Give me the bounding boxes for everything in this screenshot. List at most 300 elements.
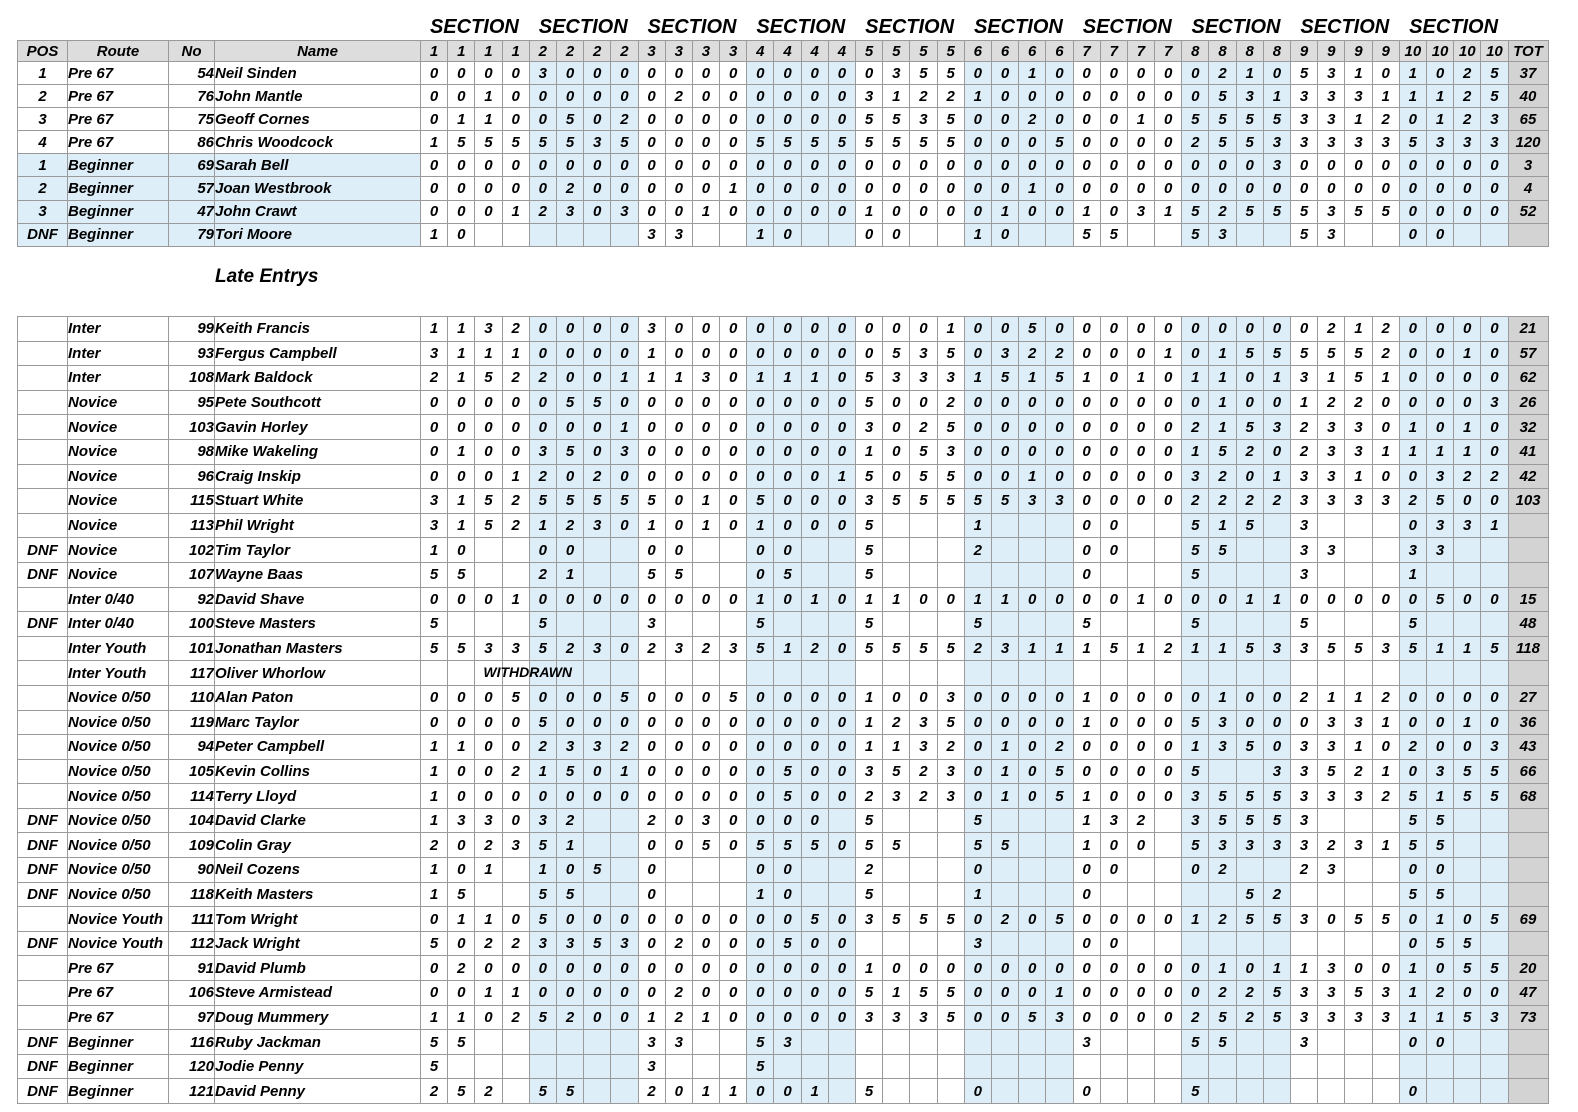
section-score bbox=[475, 1030, 502, 1055]
section-score: 0 bbox=[720, 200, 747, 223]
section-score bbox=[856, 1030, 883, 1055]
section-score: 5 bbox=[475, 131, 502, 154]
section-score: 5 bbox=[1263, 907, 1290, 932]
section-score: 0 bbox=[1127, 317, 1154, 342]
section-score bbox=[1318, 1079, 1345, 1104]
section-score: 0 bbox=[665, 317, 692, 342]
total-score bbox=[1508, 858, 1548, 883]
section-score: 5 bbox=[883, 131, 910, 154]
section-score: 3 bbox=[1263, 636, 1290, 661]
section-score: 1 bbox=[421, 223, 448, 246]
section-score bbox=[883, 882, 910, 907]
section-score: 1 bbox=[1182, 735, 1209, 760]
section-score: 0 bbox=[883, 464, 910, 489]
section-score bbox=[1345, 612, 1372, 637]
section-score: 3 bbox=[937, 366, 964, 391]
section-score: 0 bbox=[964, 177, 991, 200]
section-score bbox=[883, 513, 910, 538]
section-score bbox=[1155, 538, 1182, 563]
section-score: 5 bbox=[937, 907, 964, 932]
section-score: 0 bbox=[1426, 685, 1453, 710]
section-score bbox=[1454, 833, 1481, 858]
section-score: 0 bbox=[1073, 341, 1100, 366]
section-score: 0 bbox=[1155, 907, 1182, 932]
section-score bbox=[1019, 1054, 1046, 1079]
section-score: 0 bbox=[665, 390, 692, 415]
section-score: 0 bbox=[1291, 710, 1318, 735]
section-score: 1 bbox=[1399, 85, 1426, 108]
section-score: 3 bbox=[665, 636, 692, 661]
section-score bbox=[665, 661, 692, 686]
rider-number: 120 bbox=[169, 1054, 215, 1079]
section-score: 5 bbox=[1182, 538, 1209, 563]
section-score: 0 bbox=[692, 710, 719, 735]
section-score: 5 bbox=[1100, 636, 1127, 661]
rider-position bbox=[18, 956, 68, 981]
section-score bbox=[665, 858, 692, 883]
rider-position bbox=[18, 907, 68, 932]
section-score bbox=[1481, 808, 1508, 833]
section-score: 0 bbox=[1454, 981, 1481, 1006]
section-score: 5 bbox=[1399, 808, 1426, 833]
section-score: 2 bbox=[910, 759, 937, 784]
table-row bbox=[18, 587, 1549, 612]
section-score: 0 bbox=[1426, 200, 1453, 223]
section-score: 3 bbox=[1318, 464, 1345, 489]
rider-name: David Plumb bbox=[215, 956, 421, 981]
rider-number: 106 bbox=[169, 981, 215, 1006]
section-score: 0 bbox=[1481, 366, 1508, 391]
section-score: 3 bbox=[638, 317, 665, 342]
section-score: 3 bbox=[856, 1005, 883, 1030]
rider-route: Novice bbox=[68, 439, 169, 464]
section-score: 0 bbox=[1100, 200, 1127, 223]
section-score: 3 bbox=[475, 317, 502, 342]
section-score: 0 bbox=[475, 415, 502, 440]
section-score: 2 bbox=[937, 735, 964, 760]
section-score: 1 bbox=[991, 200, 1018, 223]
section-score bbox=[1345, 1030, 1372, 1055]
table-row bbox=[18, 956, 1549, 981]
section-score: 5 bbox=[421, 1030, 448, 1055]
section-score: 0 bbox=[421, 464, 448, 489]
section-score: 3 bbox=[1426, 538, 1453, 563]
section-score: 1 bbox=[556, 833, 583, 858]
section-score bbox=[937, 1079, 964, 1104]
section-score: 0 bbox=[964, 685, 991, 710]
section-score bbox=[801, 612, 828, 637]
section-score: 3 bbox=[584, 636, 611, 661]
section-score: 0 bbox=[502, 735, 529, 760]
section-score: 0 bbox=[1127, 341, 1154, 366]
section-score: 0 bbox=[638, 62, 665, 85]
section-score: 5 bbox=[502, 685, 529, 710]
section-score bbox=[937, 1030, 964, 1055]
section-score: 3 bbox=[1318, 62, 1345, 85]
section-score: 3 bbox=[964, 931, 991, 956]
section-score: 3 bbox=[1318, 439, 1345, 464]
rider-route: Inter bbox=[68, 317, 169, 342]
section-score: 0 bbox=[665, 710, 692, 735]
section-score: 5 bbox=[1182, 562, 1209, 587]
section-score: 5 bbox=[1182, 223, 1209, 246]
section-score: 5 bbox=[421, 612, 448, 637]
section-score: 1 bbox=[448, 108, 475, 131]
section-score: 0 bbox=[1100, 390, 1127, 415]
section-score: 0 bbox=[638, 759, 665, 784]
header-route: Route bbox=[68, 41, 169, 62]
section-score bbox=[1046, 1054, 1073, 1079]
section-score: 0 bbox=[665, 513, 692, 538]
section-score bbox=[475, 1054, 502, 1079]
section-score bbox=[584, 1054, 611, 1079]
section-score: 1 bbox=[964, 85, 991, 108]
rider-position bbox=[18, 513, 68, 538]
section-score: 2 bbox=[421, 1079, 448, 1104]
section-score: 5 bbox=[1481, 85, 1508, 108]
section-score bbox=[611, 858, 638, 883]
section-score: 0 bbox=[1100, 489, 1127, 514]
section-score: 3 bbox=[584, 131, 611, 154]
section-score: 0 bbox=[1399, 907, 1426, 932]
section-score: 0 bbox=[1399, 710, 1426, 735]
section-score: 3 bbox=[502, 636, 529, 661]
section-score: 0 bbox=[1372, 464, 1399, 489]
section-score: 5 bbox=[910, 981, 937, 1006]
table-row bbox=[18, 882, 1549, 907]
section-score: 0 bbox=[1236, 956, 1263, 981]
section-score: 5 bbox=[1345, 907, 1372, 932]
section-score: 0 bbox=[638, 735, 665, 760]
section-score: 1 bbox=[1019, 636, 1046, 661]
section-score: 0 bbox=[1100, 366, 1127, 391]
section-score: 0 bbox=[448, 981, 475, 1006]
section-score bbox=[1236, 661, 1263, 686]
section-score: 5 bbox=[883, 907, 910, 932]
total-score bbox=[1508, 882, 1548, 907]
section-score: 0 bbox=[964, 108, 991, 131]
section-score: 5 bbox=[883, 341, 910, 366]
table-row bbox=[18, 439, 1549, 464]
section-score: 5 bbox=[937, 489, 964, 514]
section-score: 0 bbox=[801, 710, 828, 735]
section-score: 0 bbox=[475, 464, 502, 489]
table-row bbox=[18, 784, 1549, 809]
section-score: 1 bbox=[1399, 1005, 1426, 1030]
rider-position bbox=[18, 464, 68, 489]
header-section-1: 1 bbox=[475, 41, 502, 62]
section-score: 0 bbox=[638, 390, 665, 415]
section-score: 0 bbox=[883, 200, 910, 223]
section-score: 0 bbox=[801, 759, 828, 784]
table-row bbox=[18, 366, 1549, 391]
section-score: 0 bbox=[1046, 956, 1073, 981]
section-score: 5 bbox=[1236, 808, 1263, 833]
section-score: 0 bbox=[1100, 759, 1127, 784]
rider-position: DNF bbox=[18, 1030, 68, 1055]
section-score: 0 bbox=[801, 808, 828, 833]
section-score: 0 bbox=[1127, 735, 1154, 760]
section-score: 0 bbox=[529, 538, 556, 563]
rider-name: Steve Armistead bbox=[215, 981, 421, 1006]
section-score: 5 bbox=[1209, 784, 1236, 809]
section-score: 1 bbox=[883, 981, 910, 1006]
section-score: 3 bbox=[1100, 808, 1127, 833]
total-score bbox=[1508, 833, 1548, 858]
section-score: 3 bbox=[1345, 1005, 1372, 1030]
section-score: 0 bbox=[1236, 177, 1263, 200]
section-score: 0 bbox=[1046, 154, 1073, 177]
section-score: 5 bbox=[1372, 907, 1399, 932]
section-score bbox=[1073, 1054, 1100, 1079]
section-score: 5 bbox=[1399, 784, 1426, 809]
table-row bbox=[18, 1005, 1549, 1030]
section-score: 0 bbox=[475, 587, 502, 612]
rider-route: Inter 0/40 bbox=[68, 587, 169, 612]
section-score: 0 bbox=[584, 200, 611, 223]
section-score: 3 bbox=[1291, 464, 1318, 489]
section-score: 0 bbox=[991, 439, 1018, 464]
section-score: 0 bbox=[937, 956, 964, 981]
section-score: 0 bbox=[1236, 390, 1263, 415]
section-score: 0 bbox=[692, 317, 719, 342]
section-score: 5 bbox=[856, 808, 883, 833]
section-score: 2 bbox=[1046, 735, 1073, 760]
section-score bbox=[937, 562, 964, 587]
section-score: 1 bbox=[1263, 587, 1290, 612]
section-label-6: SECTION bbox=[973, 16, 1063, 38]
rider-name: Neil Sinden bbox=[215, 62, 421, 85]
section-score: 5 bbox=[856, 464, 883, 489]
section-score: 0 bbox=[910, 956, 937, 981]
section-score: 0 bbox=[1019, 415, 1046, 440]
section-score bbox=[1372, 562, 1399, 587]
section-score: 2 bbox=[448, 956, 475, 981]
section-score: 0 bbox=[720, 931, 747, 956]
section-score: 2 bbox=[1182, 1005, 1209, 1030]
section-score: 0 bbox=[856, 223, 883, 246]
section-score: 0 bbox=[1399, 1030, 1426, 1055]
section-score: 0 bbox=[584, 784, 611, 809]
section-score: 0 bbox=[747, 956, 774, 981]
section-score: 5 bbox=[448, 636, 475, 661]
section-score: 0 bbox=[801, 390, 828, 415]
section-score: 0 bbox=[1046, 710, 1073, 735]
section-score: 1 bbox=[720, 177, 747, 200]
section-score: 5 bbox=[856, 366, 883, 391]
section-score: 0 bbox=[1345, 587, 1372, 612]
rider-route: Novice 0/50 bbox=[68, 685, 169, 710]
section-score: 0 bbox=[883, 154, 910, 177]
section-score: 0 bbox=[1372, 62, 1399, 85]
section-score bbox=[611, 1030, 638, 1055]
rider-name: Peter Campbell bbox=[215, 735, 421, 760]
table-row bbox=[18, 661, 1549, 686]
section-score: 0 bbox=[801, 85, 828, 108]
rider-name: Stuart White bbox=[215, 489, 421, 514]
section-score: 0 bbox=[747, 85, 774, 108]
section-score: 0 bbox=[991, 981, 1018, 1006]
section-score bbox=[1263, 538, 1290, 563]
total-score bbox=[1508, 1030, 1548, 1055]
section-score: 0 bbox=[556, 956, 583, 981]
section-score: 0 bbox=[1155, 784, 1182, 809]
section-score bbox=[1155, 562, 1182, 587]
section-score: 0 bbox=[692, 981, 719, 1006]
section-score bbox=[720, 223, 747, 246]
section-score: 0 bbox=[828, 200, 855, 223]
section-score: 0 bbox=[665, 956, 692, 981]
section-score: 0 bbox=[1318, 177, 1345, 200]
section-score: 3 bbox=[1345, 710, 1372, 735]
section-score: 3 bbox=[1426, 464, 1453, 489]
section-score: 3 bbox=[1182, 784, 1209, 809]
section-score: 2 bbox=[1019, 341, 1046, 366]
section-score: 0 bbox=[801, 154, 828, 177]
section-score bbox=[611, 612, 638, 637]
section-score: 2 bbox=[475, 931, 502, 956]
section-score: 0 bbox=[638, 784, 665, 809]
section-score: 0 bbox=[638, 154, 665, 177]
section-score: 2 bbox=[665, 931, 692, 956]
section-score: 0 bbox=[1073, 317, 1100, 342]
section-score: 5 bbox=[529, 710, 556, 735]
section-score: 1 bbox=[856, 710, 883, 735]
section-score: 5 bbox=[856, 390, 883, 415]
rider-route: Novice 0/50 bbox=[68, 784, 169, 809]
section-score: 1 bbox=[475, 85, 502, 108]
section-score: 0 bbox=[421, 981, 448, 1006]
section-score: 0 bbox=[502, 108, 529, 131]
section-score bbox=[502, 538, 529, 563]
section-score: 3 bbox=[1426, 759, 1453, 784]
section-score bbox=[1372, 1030, 1399, 1055]
section-score bbox=[502, 858, 529, 883]
section-score: 5 bbox=[937, 981, 964, 1006]
section-label-4: SECTION bbox=[756, 16, 846, 38]
section-score: 1 bbox=[1263, 85, 1290, 108]
section-score bbox=[1019, 661, 1046, 686]
section-score: 5 bbox=[937, 464, 964, 489]
section-score: 0 bbox=[910, 685, 937, 710]
section-label-3: SECTION bbox=[647, 16, 737, 38]
section-score: 0 bbox=[556, 341, 583, 366]
section-score: 3 bbox=[1291, 85, 1318, 108]
section-score: 3 bbox=[1481, 1005, 1508, 1030]
section-score: 0 bbox=[747, 154, 774, 177]
section-score: 2 bbox=[421, 366, 448, 391]
rider-route: Pre 67 bbox=[68, 131, 169, 154]
total-score bbox=[1508, 513, 1548, 538]
rider-route: Inter Youth bbox=[68, 661, 169, 686]
section-score bbox=[1372, 931, 1399, 956]
section-score bbox=[556, 1054, 583, 1079]
section-score: 0 bbox=[665, 1079, 692, 1104]
rider-route: Novice 0/50 bbox=[68, 882, 169, 907]
section-score: 2 bbox=[1182, 489, 1209, 514]
section-score: 1 bbox=[1073, 685, 1100, 710]
section-score bbox=[937, 661, 964, 686]
section-score: 0 bbox=[1481, 317, 1508, 342]
section-score: 0 bbox=[584, 1005, 611, 1030]
section-score bbox=[502, 1030, 529, 1055]
section-score: 0 bbox=[747, 317, 774, 342]
section-score bbox=[828, 858, 855, 883]
section-score: 1 bbox=[1209, 341, 1236, 366]
section-score: 3 bbox=[1209, 710, 1236, 735]
total-score bbox=[1508, 661, 1548, 686]
section-score bbox=[1155, 1054, 1182, 1079]
section-score: 1 bbox=[421, 808, 448, 833]
section-score: 0 bbox=[529, 390, 556, 415]
section-score: 5 bbox=[1454, 1005, 1481, 1030]
section-score bbox=[1345, 513, 1372, 538]
section-score: 5 bbox=[1263, 1005, 1290, 1030]
section-score: 2 bbox=[910, 415, 937, 440]
section-score: 1 bbox=[556, 562, 583, 587]
section-label-8: SECTION bbox=[1191, 16, 1281, 38]
total-score: 73 bbox=[1508, 1005, 1548, 1030]
section-score: 1 bbox=[1426, 636, 1453, 661]
section-score: 2 bbox=[1318, 833, 1345, 858]
section-score: 5 bbox=[883, 759, 910, 784]
section-score: 0 bbox=[720, 390, 747, 415]
section-score: 3 bbox=[910, 735, 937, 760]
section-score: 3 bbox=[1318, 538, 1345, 563]
section-score: 0 bbox=[448, 710, 475, 735]
section-score: 1 bbox=[1127, 636, 1154, 661]
section-score bbox=[1481, 931, 1508, 956]
section-score: 5 bbox=[1046, 759, 1073, 784]
section-score: 0 bbox=[529, 341, 556, 366]
section-score bbox=[665, 1054, 692, 1079]
section-score: 0 bbox=[801, 489, 828, 514]
section-score: 1 bbox=[1399, 439, 1426, 464]
section-score: 0 bbox=[1182, 177, 1209, 200]
section-score: 0 bbox=[665, 108, 692, 131]
section-score: 0 bbox=[1127, 907, 1154, 932]
section-score: 0 bbox=[448, 538, 475, 563]
section-score: 3 bbox=[856, 85, 883, 108]
rider-position: DNF bbox=[18, 1054, 68, 1079]
section-score: 0 bbox=[1182, 858, 1209, 883]
section-score: 0 bbox=[1155, 366, 1182, 391]
section-score bbox=[692, 612, 719, 637]
total-score: 41 bbox=[1508, 439, 1548, 464]
section-score: 2 bbox=[502, 513, 529, 538]
section-score: 1 bbox=[448, 907, 475, 932]
section-score: 5 bbox=[1209, 131, 1236, 154]
section-score: 0 bbox=[828, 489, 855, 514]
section-score: 0 bbox=[774, 223, 801, 246]
section-score bbox=[1263, 562, 1290, 587]
section-score: 5 bbox=[1399, 636, 1426, 661]
section-score: 0 bbox=[991, 62, 1018, 85]
section-score: 2 bbox=[638, 1079, 665, 1104]
section-score: 1 bbox=[1209, 390, 1236, 415]
section-score: 5 bbox=[1291, 612, 1318, 637]
section-score bbox=[883, 1030, 910, 1055]
section-score bbox=[1209, 759, 1236, 784]
section-score bbox=[1236, 223, 1263, 246]
section-score: 2 bbox=[1209, 858, 1236, 883]
section-label-1: SECTION bbox=[429, 16, 519, 38]
rider-route: Novice bbox=[68, 390, 169, 415]
section-score: 3 bbox=[1372, 636, 1399, 661]
section-score: 0 bbox=[964, 439, 991, 464]
section-score bbox=[774, 661, 801, 686]
section-score: 3 bbox=[910, 366, 937, 391]
